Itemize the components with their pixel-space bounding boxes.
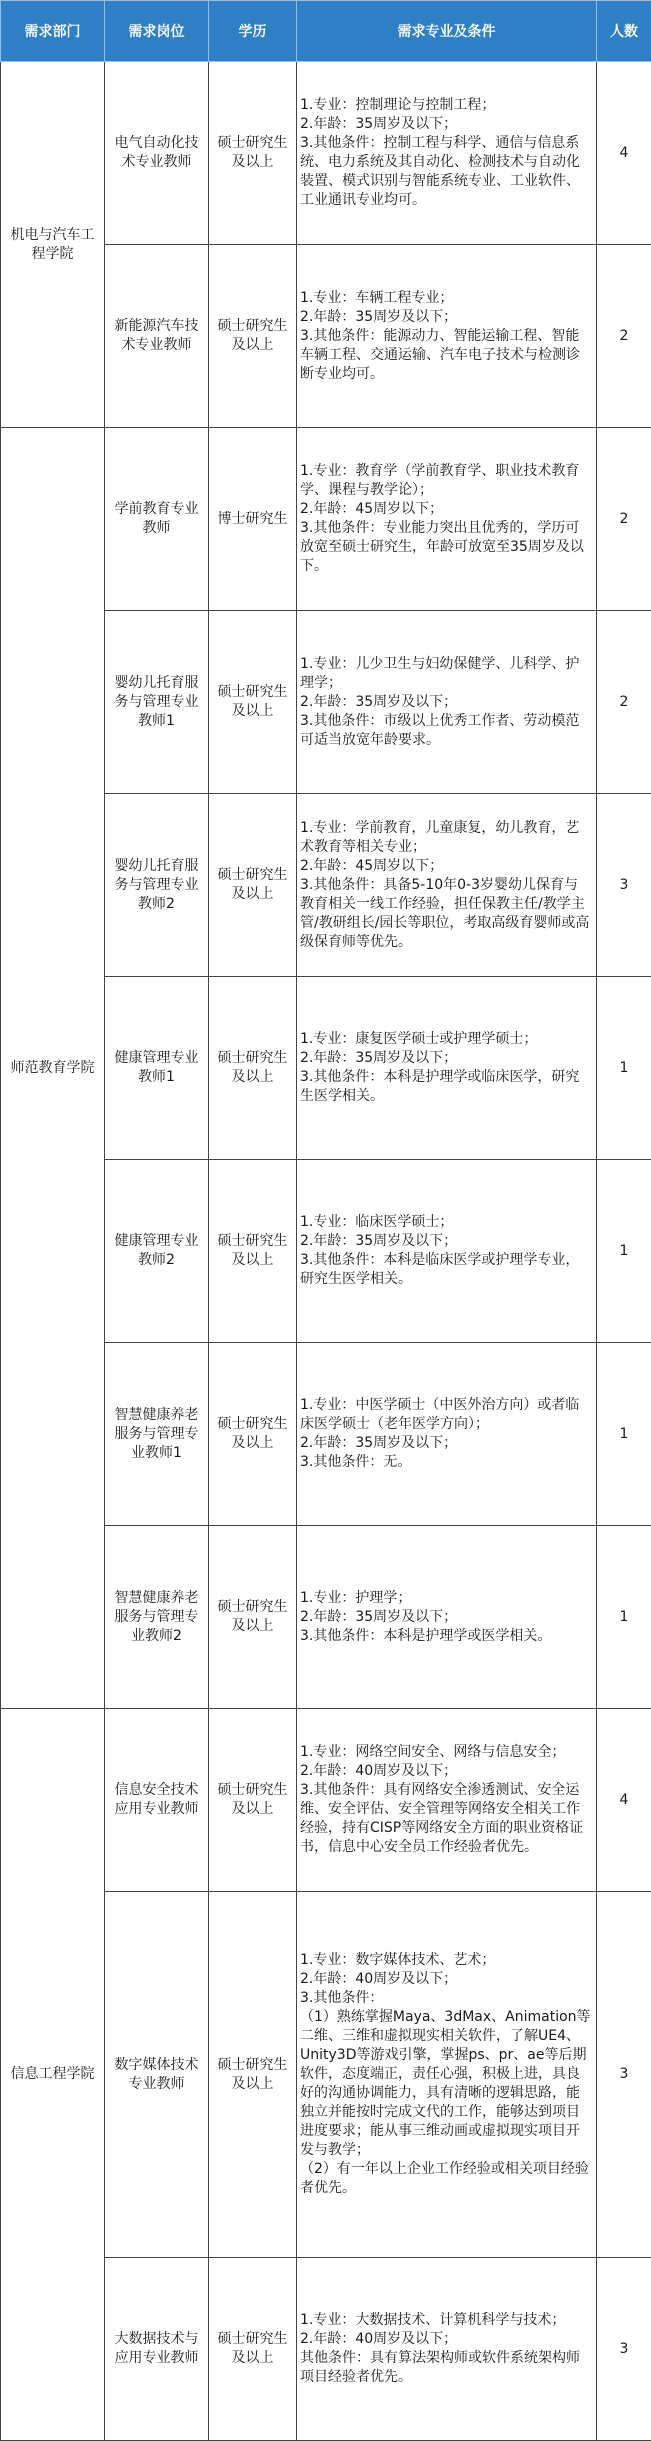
header-count: 人数 (597, 1, 651, 62)
requirement-line: 1.专业：临床医学硕士； (300, 1214, 454, 1230)
table-row (1, 428, 651, 611)
requirement-line: 3.其他条件：具有网络安全渗透测试、安全运维、安全评估、安全管理等网络安全相关工作经验，持有CISP等网络安全方面的职业资格证书，信息中心安全员工作经验者优先。 (300, 1782, 584, 1855)
header-requirements: 需求专业及条件 (297, 1, 597, 62)
count-cell: 2 (597, 428, 651, 611)
requirement-line: 1.专业：康复医学硕士或护理学硕士； (300, 1031, 538, 1047)
requirement-line: 3.其他条件：能源动力、智能运输工程、智能车辆工程、交通运输、汽车电子技术与检测诊断专业均可。 (300, 327, 580, 382)
requirement-line: 3.其他条件：本科是护理学或临床医学，研究生医学相关。 (300, 1069, 580, 1104)
requirement-line: 2.年龄：35周岁及以下； (300, 1050, 458, 1066)
education-cell: 硕士研究生及以上 (209, 2258, 297, 2441)
count-cell: 2 (597, 245, 651, 428)
requirement-line: 1.专业：车辆工程专业； (300, 289, 454, 306)
requirement-line: 3.其他条件：本科是护理学或医学相关。 (300, 1627, 552, 1644)
education-cell: 硕士研究生及以上 (209, 1892, 297, 2258)
requirement-line: （1）熟练掌握Maya、3dMax、Animation等二维、三维和虚拟现实相关软件，了解UE4、Unity3D等游戏引擎，掌握ps、pr、ae等后期软件，态度端正，责任心强，积极上进，具良好的沟通协调能力，具有清晰的逻辑思路，能独立并能按时完成文代的工作，能够达到项目进度要求；能从事三维动画或虚拟现实项目开发与教学； (300, 2009, 591, 2158)
requirement-line: 3.其他条件：无。 (300, 1454, 412, 1470)
education-cell: 硕士研究生及以上 (209, 1709, 297, 1892)
requirement-line: 3.其他条件：市级以上优秀工作者、劳动模范可适当放宽年龄要求。 (300, 712, 580, 748)
requirements-cell (297, 611, 597, 794)
education-cell: 硕士研究生及以上 (209, 245, 297, 428)
position-cell: 学前教育专业教师 (105, 428, 209, 611)
education-cell: 硕士研究生及以上 (209, 1526, 297, 1709)
requirement-line: 2.年龄：45周岁以下； (300, 501, 444, 517)
count-cell: 1 (597, 977, 651, 1160)
requirement-line: 2.年龄：35周岁及以下； (300, 1608, 458, 1625)
table-header (1, 1, 651, 62)
position-cell: 智慧健康养老服务与管理专业教师2 (105, 1526, 209, 1709)
requirements-cell (297, 1709, 597, 1892)
requirements-cell (297, 1343, 597, 1526)
count-cell: 1 (597, 1343, 651, 1526)
requirements-cell (297, 1892, 597, 2258)
requirement-line: 2.年龄：45周岁以下； (300, 857, 444, 874)
count-cell: 3 (597, 2258, 651, 2441)
education-cell: 硕士研究生及以上 (209, 1160, 297, 1343)
position-cell: 智慧健康养老服务与管理专业教师1 (105, 1343, 209, 1526)
requirement-line: 1.专业：儿少卫生与妇幼保健学、儿科学、护理学； (300, 655, 580, 691)
requirement-line: 3.其他条件：本科是临床医学或护理学专业，研究生医学相关。 (300, 1252, 580, 1287)
count-cell: 4 (597, 62, 651, 245)
requirement-line: （2）有一年以上企业工作经验或相关项目经验者优先。 (300, 2161, 589, 2196)
requirements-cell (297, 794, 597, 977)
table-row (1, 1709, 651, 1892)
requirement-line: 1.专业：护理学； (300, 1589, 412, 1606)
education-cell: 硕士研究生及以上 (209, 62, 297, 245)
education-cell: 博士研究生 (209, 428, 297, 611)
count-cell: 1 (597, 1526, 651, 1709)
requirement-line: 2.年龄：35周岁及以下； (300, 693, 458, 710)
requirement-line: 3.其他条件： (300, 1990, 384, 2006)
header-position: 需求岗位 (105, 1, 209, 62)
requirement-line: 1.专业：教育学（学前教育学、职业技术教育学、课程与教学论）； (300, 463, 580, 498)
count-cell: 3 (597, 1892, 651, 2258)
header-education: 学历 (209, 1, 297, 62)
requirements-cell (297, 2258, 597, 2441)
education-cell: 硕士研究生及以上 (209, 1343, 297, 1526)
requirement-line: 3.其他条件：具备5-10年0-3岁婴幼儿保育与教育相关一线工作经验，担任保教主任/教学主管/教研组长/园长等职位，考取高级育婴师或高级保育师等优先。 (300, 876, 590, 950)
requirement-line: 1.专业：网络空间安全、网络与信息安全； (300, 1744, 566, 1760)
requirement-line: 3.其他条件：专业能力突出且优秀的，学历可放宽至硕士研究生，年龄可放宽至35周岁及以下。 (300, 520, 584, 574)
requirement-line: 2.年龄：40周岁及以下； (300, 1971, 458, 1987)
count-cell: 2 (597, 611, 651, 794)
requirements-cell (297, 1160, 597, 1343)
requirement-line: 2.年龄：35周岁及以下； (300, 116, 458, 132)
header-dept: 需求部门 (1, 1, 105, 62)
education-cell: 硕士研究生及以上 (209, 977, 297, 1160)
table-body (1, 62, 651, 2441)
requirement-line: 1.专业：学前教育，儿童康复，幼儿教育，艺术教育等相关专业； (300, 819, 580, 855)
position-cell: 电气自动化技术专业教师 (105, 62, 209, 245)
requirement-line: 1.专业：控制理论与控制工程； (300, 97, 496, 113)
requirement-line: 1.专业：大数据技术、计算机科学与技术； (300, 2312, 566, 2328)
count-cell: 3 (597, 794, 651, 977)
requirements-cell (297, 428, 597, 611)
position-cell: 健康管理专业教师1 (105, 977, 209, 1160)
requirements-cell (297, 977, 597, 1160)
count-cell: 1 (597, 1160, 651, 1343)
position-cell: 婴幼儿托育服务与管理专业教师1 (105, 611, 209, 794)
position-cell: 数字媒体技术专业教师 (105, 1892, 209, 2258)
requirement-line: 其他条件：具有算法架构师或软件系统架构师项目经验者优先。 (300, 2350, 580, 2385)
dept-cell: 师范教育学院 (1, 428, 105, 1709)
education-cell: 硕士研究生及以上 (209, 794, 297, 977)
position-cell: 健康管理专业教师2 (105, 1160, 209, 1343)
requirement-line: 1.专业：中医学硕士（中医外治方向）或者临床医学硕士（老年医学方向）； (300, 1397, 580, 1432)
requirement-line: 2.年龄：35周岁及以下； (300, 1435, 458, 1451)
requirement-line: 2.年龄：40周岁及以下； (300, 2331, 458, 2347)
requirements-cell (297, 1526, 597, 1709)
requirement-line: 2.年龄：35周岁及以下； (300, 308, 458, 325)
requirements-cell (297, 245, 597, 428)
requirement-line: 2.年龄：35周岁及以下； (300, 1233, 458, 1249)
position-cell: 新能源汽车技术专业教师 (105, 245, 209, 428)
position-cell: 婴幼儿托育服务与管理专业教师2 (105, 794, 209, 977)
requirement-line: 1.专业：数字媒体技术、艺术； (300, 1952, 496, 1968)
education-cell: 硕士研究生及以上 (209, 611, 297, 794)
position-cell: 大数据技术与应用专业教师 (105, 2258, 209, 2441)
requirement-line: 3.其他条件：控制工程与科学、通信与信息系统、电力系统及其自动化、检测技术与自动化装置、模式识别与智能系统专业、工业软件、工业通讯专业均可。 (300, 135, 580, 208)
dept-cell: 信息工程学院 (1, 1709, 105, 2441)
dept-cell: 机电与汽车工程学院 (1, 62, 105, 428)
requirements-cell (297, 62, 597, 245)
table-row (1, 62, 651, 245)
position-cell: 信息安全技术应用专业教师 (105, 1709, 209, 1892)
count-cell: 4 (597, 1709, 651, 1892)
requirement-line: 2.年龄：40周岁及以下； (300, 1763, 458, 1779)
